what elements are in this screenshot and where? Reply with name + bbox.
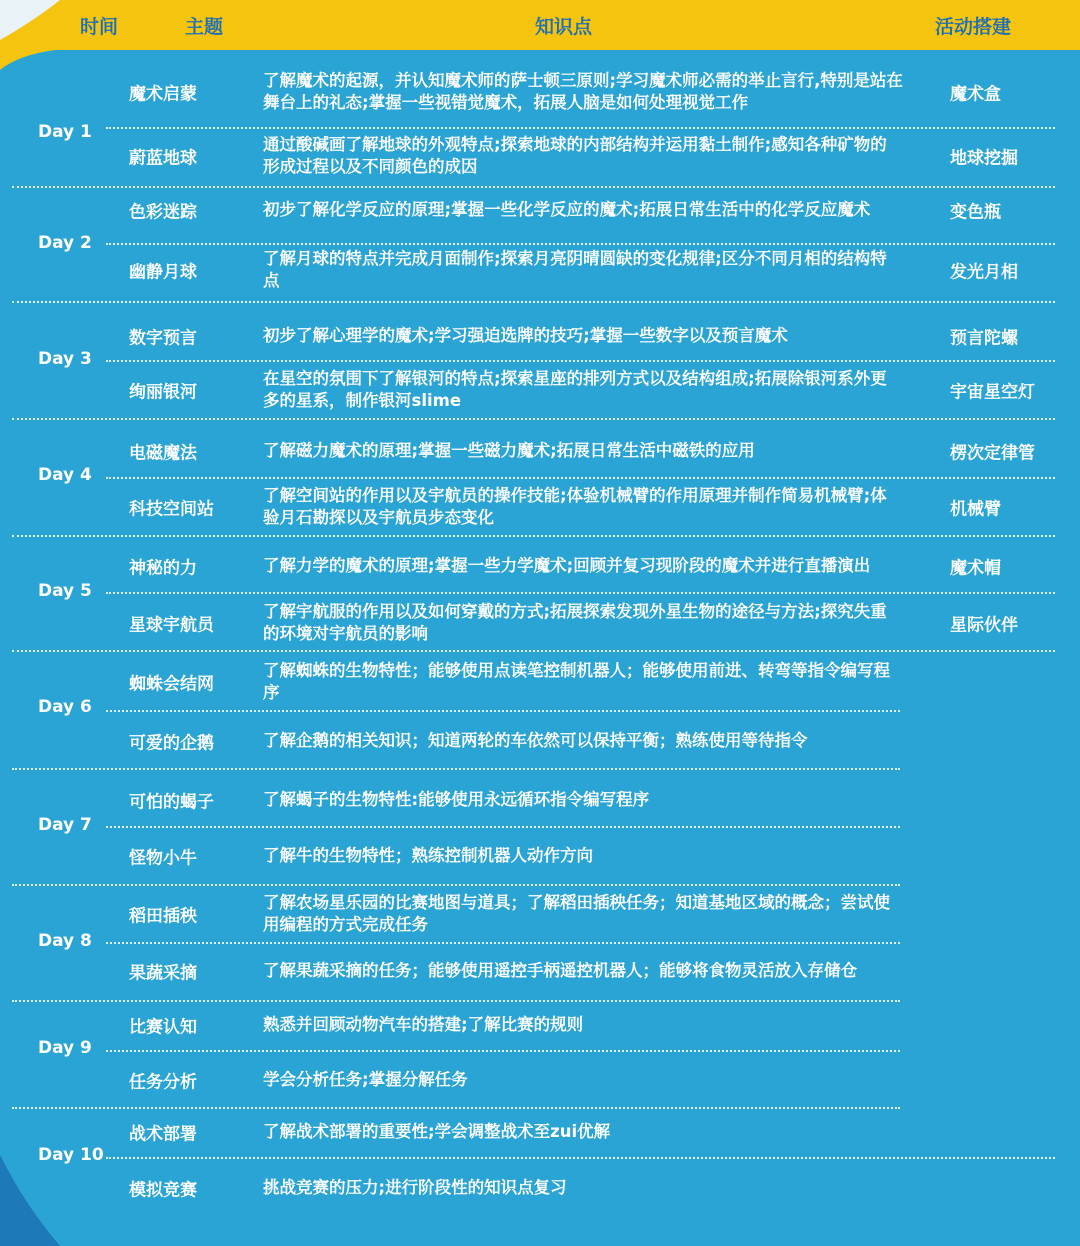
day-label: Day 7 <box>38 815 92 835</box>
knowledge-cell: 了解农场星乐园的比赛地图与道具；了解稻田插秧任务；知道基地区域的概念；尝试使用编程的方式完成任务 <box>263 893 890 934</box>
topic-cell: 战术部署 <box>129 1124 197 1145</box>
knowledge-cell: 在星空的氛围下了解银河的特点;探索星座的排列方式以及结构组成;拓展除银河系外更多的星系，制作银河slime <box>263 369 887 410</box>
topic-cell: 魔术启蒙 <box>129 84 197 105</box>
row-divider <box>106 942 900 944</box>
knowledge-cell: 了解魔术的起源，并认知魔术师的萨士顿三原则;学习魔术师必需的举止言行,特别是站在舞台上的礼态;掌握一些视错觉魔术，拓展人脑是如何处理视觉工作 <box>263 71 903 112</box>
knowledge-cell: 了解牛的生物特性；熟练控制机器人动作方向 <box>263 846 593 865</box>
topic-cell: 数字预言 <box>129 328 197 349</box>
topic-cell: 电磁魔法 <box>129 443 197 464</box>
activity-cell: 宇宙星空灯 <box>950 382 1035 403</box>
activity-cell: 变色瓶 <box>950 202 1001 223</box>
day-divider <box>12 535 1055 537</box>
header-activity: 活动搭建 <box>935 16 1012 38</box>
day-label: Day 4 <box>38 465 92 485</box>
topic-cell: 怪物小牛 <box>129 848 197 869</box>
day-divider <box>12 768 900 770</box>
knowledge-cell: 了解力学的魔术的原理;掌握一些力学魔术;回顾并复习现阶段的魔术并进行直播演出 <box>263 556 871 575</box>
activity-cell: 楞次定律管 <box>950 443 1035 464</box>
day-divider <box>12 186 1055 188</box>
row-divider <box>106 1050 900 1052</box>
header-topic: 主题 <box>185 16 224 38</box>
knowledge-cell: 学会分析任务;掌握分解任务 <box>263 1070 468 1089</box>
knowledge-cell: 了解磁力魔术的原理;掌握一些磁力魔术;拓展日常生活中磁铁的应用 <box>263 441 755 460</box>
knowledge-cell: 挑战竞赛的压力;进行阶段性的知识点复习 <box>263 1178 567 1197</box>
day-divider <box>12 418 1055 420</box>
day-divider <box>12 650 1055 652</box>
knowledge-cell: 了解企鹅的相关知识；知道两轮的车依然可以保持平衡；熟练使用等待指令 <box>263 731 808 750</box>
activity-cell: 发光月相 <box>950 262 1018 283</box>
row-divider <box>106 826 900 828</box>
activity-cell: 机械臂 <box>950 499 1001 520</box>
topic-cell: 果蔬采摘 <box>129 963 197 984</box>
topic-cell: 任务分析 <box>129 1072 197 1093</box>
topic-cell: 可怕的蝎子 <box>129 792 214 813</box>
activity-cell: 魔术帽 <box>950 558 1001 579</box>
row-divider <box>106 1157 1055 1159</box>
day-label: Day 1 <box>38 122 92 142</box>
day-divider <box>12 1107 900 1109</box>
row-divider <box>106 360 1055 362</box>
activity-cell: 地球挖掘 <box>950 148 1018 169</box>
topic-cell: 绚丽银河 <box>129 382 197 403</box>
topic-cell: 神秘的力 <box>129 558 197 579</box>
knowledge-cell: 熟悉并回顾动物汽车的搭建;了解比赛的规则 <box>263 1015 584 1034</box>
row-divider <box>106 127 1055 129</box>
knowledge-cell: 初步了解心理学的魔术;学习强迫选牌的技巧;掌握一些数字以及预言魔术 <box>263 326 788 345</box>
row-divider <box>106 710 900 712</box>
knowledge-cell: 通过酸碱画了解地球的外观特点;探索地球的内部结构并运用黏土制作;感知各种矿物的形成过程以及不同颜色的成因 <box>263 135 887 176</box>
topic-cell: 比赛认知 <box>129 1017 197 1038</box>
day-label: Day 6 <box>38 697 92 717</box>
topic-cell: 蔚蓝地球 <box>129 148 197 169</box>
activity-cell: 魔术盒 <box>950 84 1001 105</box>
day-divider <box>12 301 1055 303</box>
row-divider <box>106 477 1055 479</box>
day-label: Day 10 <box>38 1145 104 1165</box>
row-divider <box>106 243 1055 245</box>
activity-cell: 星际伙伴 <box>950 615 1018 636</box>
day-label: Day 2 <box>38 233 92 253</box>
row-divider <box>106 592 1055 594</box>
topic-cell: 可爱的企鹅 <box>129 733 214 754</box>
day-label: Day 8 <box>38 931 92 951</box>
topic-cell: 模拟竞赛 <box>129 1180 197 1201</box>
knowledge-cell: 了解蜘蛛的生物特性；能够使用点读笔控制机器人；能够使用前进、转弯等指令编写程序 <box>263 661 890 702</box>
knowledge-cell: 初步了解化学反应的原理;掌握一些化学反应的魔术;拓展日常生活中的化学反应魔术 <box>263 200 871 219</box>
header-time: 时间 <box>80 16 119 38</box>
topic-cell: 蜘蛛会结网 <box>129 674 214 695</box>
knowledge-cell: 了解月球的特点并完成月面制作;探索月亮阴晴圆缺的变化规律;区分不同月相的结构特点 <box>263 249 887 290</box>
knowledge-cell: 了解蝎子的生物特性:能够使用永远循环指令编写程序 <box>263 790 650 809</box>
day-label: Day 9 <box>38 1038 92 1058</box>
knowledge-cell: 了解宇航服的作用以及如何穿戴的方式;拓展探索发现外星生物的途径与方法;探究失重的环境对宇航员的影响 <box>263 602 887 643</box>
topic-cell: 星球宇航员 <box>129 615 214 636</box>
day-divider <box>12 1000 900 1002</box>
knowledge-cell: 了解果蔬采摘的任务；能够使用遥控手柄遥控机器人；能够将食物灵活放入存储仓 <box>263 961 857 980</box>
day-label: Day 5 <box>38 581 92 601</box>
topic-cell: 色彩迷踪 <box>129 202 197 223</box>
activity-cell: 预言陀螺 <box>950 328 1018 349</box>
topic-cell: 幽静月球 <box>129 262 197 283</box>
topic-cell: 科技空间站 <box>129 499 214 520</box>
knowledge-cell: 了解战术部署的重要性;学会调整战术至zui优解 <box>263 1122 611 1141</box>
day-divider <box>12 884 900 886</box>
knowledge-cell: 了解空间站的作用以及宇航员的操作技能;体验机械臂的作用原理并制作简易机械臂;体验月石勘探以及宇航员步态变化 <box>263 486 887 527</box>
header-knowledge: 知识点 <box>535 16 593 38</box>
topic-cell: 稻田插秧 <box>129 906 197 927</box>
day-label: Day 3 <box>38 349 92 369</box>
